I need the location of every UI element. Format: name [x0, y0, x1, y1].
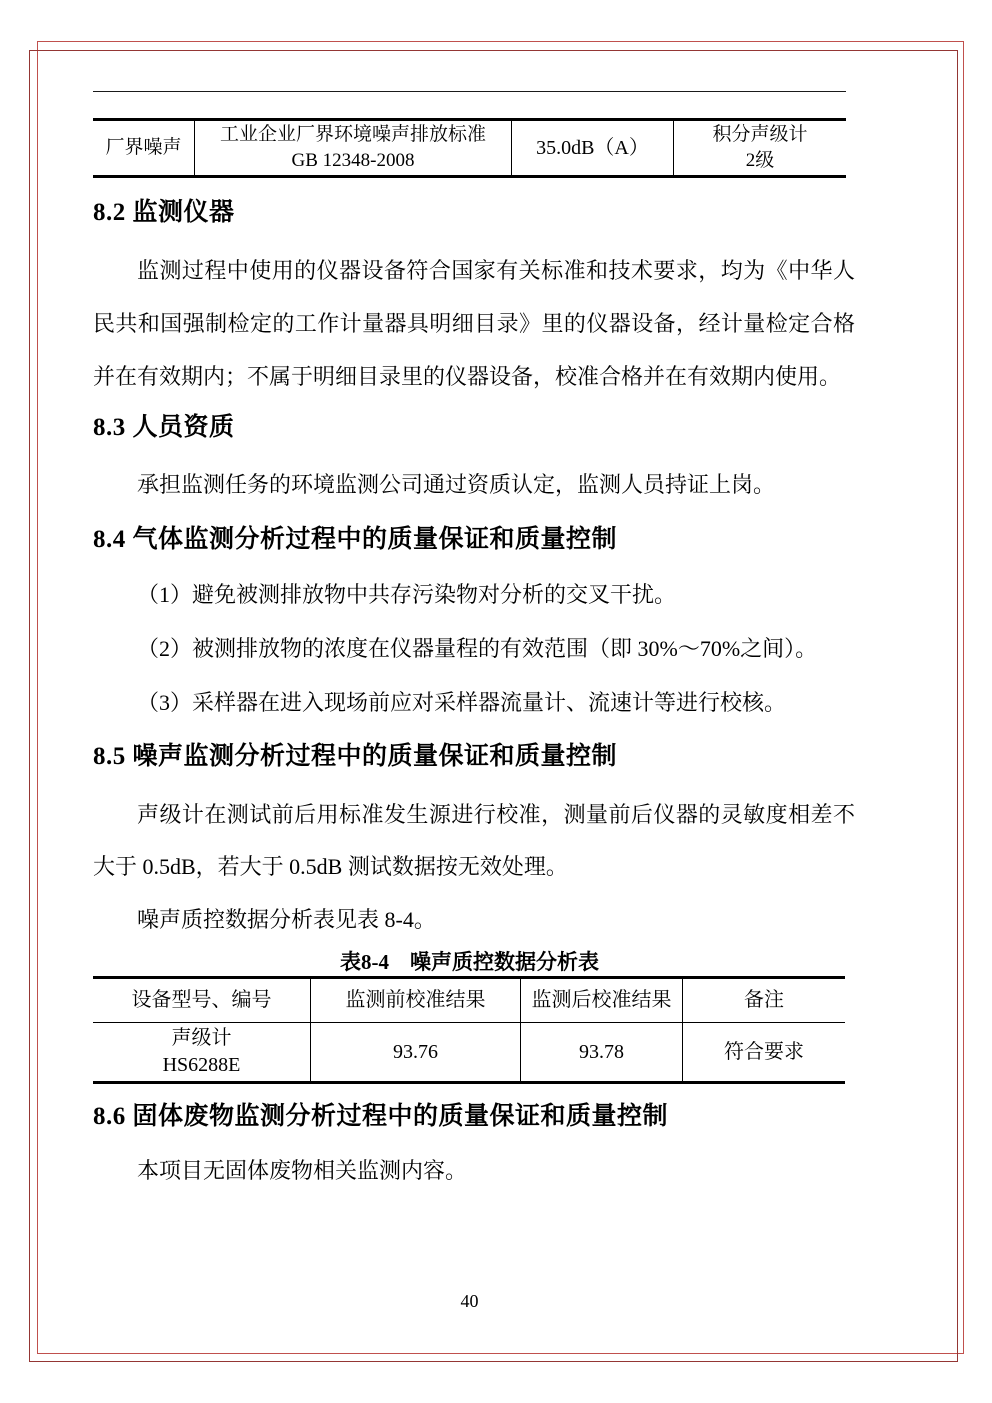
- cell-device-model: HS6288E: [162, 1054, 241, 1076]
- cell-device-name: 声级计: [171, 1027, 232, 1049]
- header-calibration-after: 监测后校准结果: [520, 979, 682, 1022]
- page-content: [93, 0, 855, 1197]
- table-cell-standard: [194, 121, 511, 175]
- cell-device: [93, 1023, 310, 1081]
- list-item-1: （1）避免被测排放物中共存污染物对分析的交叉干扰。: [137, 582, 677, 607]
- cell-text-standard-name: 工业企业厂界环境噪声排放标准: [219, 124, 486, 145]
- list-item-3: （3）采样器在进入现场前应对采样器流量计、流速计等进行校核。: [137, 690, 787, 715]
- table-8-4-caption: 表8-4 噪声质控数据分析表: [340, 950, 599, 974]
- section-8-3-title: 8.3 人员资质: [93, 414, 235, 441]
- section-8-6-title: 8.6 固体废物监测分析过程中的质量保证和质量控制: [93, 1103, 669, 1130]
- cell-text-factory-boundary-noise: 厂界噪声: [105, 137, 182, 158]
- noise-standard-table: [93, 118, 846, 178]
- header-device-model: 设备型号、编号: [131, 989, 272, 1011]
- table-8-4-header-row: [93, 976, 845, 1023]
- header-remark: 备注: [682, 979, 845, 1022]
- list-item-2: （2）被测排放物的浓度在仪器量程的有效范围（即 30%～70%之间）。: [137, 636, 818, 661]
- section-8-5-paragraph-1: 声级计在测试前后用标准发生源进行校准，测量前后仪器的灵敏度相差不大于 0.5dB，若大于 0.5dB 测试数据按无效处理。: [93, 802, 855, 879]
- cell-remark: 符合要求: [682, 1023, 845, 1081]
- header-calibration-before: 监测前校准结果: [310, 979, 520, 1022]
- table-cell-limit-value: [511, 121, 673, 175]
- table-continuation-rule: [93, 91, 846, 92]
- section-8-5-paragraph-2: 噪声质控数据分析表见表 8-4。: [137, 907, 436, 932]
- section-8-5-title: 8.5 噪声监测分析过程中的质量保证和质量控制: [93, 743, 618, 770]
- section-8-4-items: [93, 568, 855, 730]
- table-8-4: [93, 976, 845, 1084]
- cell-text-standard-code: GB 12348-2008: [291, 150, 415, 171]
- section-8-2-title: 8.2 监测仪器: [93, 199, 235, 226]
- section-8-4-title: 8.4 气体监测分析过程中的质量保证和质量控制: [93, 526, 618, 553]
- cell-text-limit: 35.0dB（A）: [536, 137, 649, 159]
- page-number: 40: [460, 1291, 479, 1311]
- table-cell-instrument: [673, 121, 846, 175]
- table-cell-category: [93, 121, 194, 175]
- cell-text-instrument-name: 积分声级计: [712, 124, 808, 145]
- section-8-3-paragraph: 承担监测任务的环境监测公司通过资质认定，监测人员持证上岗。: [137, 472, 776, 497]
- section-8-2-paragraph: 监测过程中使用的仪器设备符合国家有关标准和技术要求，均为《中华人民共和国强制检定的工作计量器具明细目录》里的仪器设备，经计量检定合格并在有效期内；不属于明细目录里的仪器设备，校准合格并在有效期内使用。: [93, 258, 855, 389]
- section-8-6-paragraph: 本项目无固体废物相关监测内容。: [137, 1158, 468, 1183]
- table-8-4-data-row: [93, 1023, 845, 1084]
- cell-after-value: 93.78: [520, 1023, 682, 1081]
- cell-before-value: 93.76: [310, 1023, 520, 1081]
- cell-text-instrument-class: 2级: [745, 150, 775, 171]
